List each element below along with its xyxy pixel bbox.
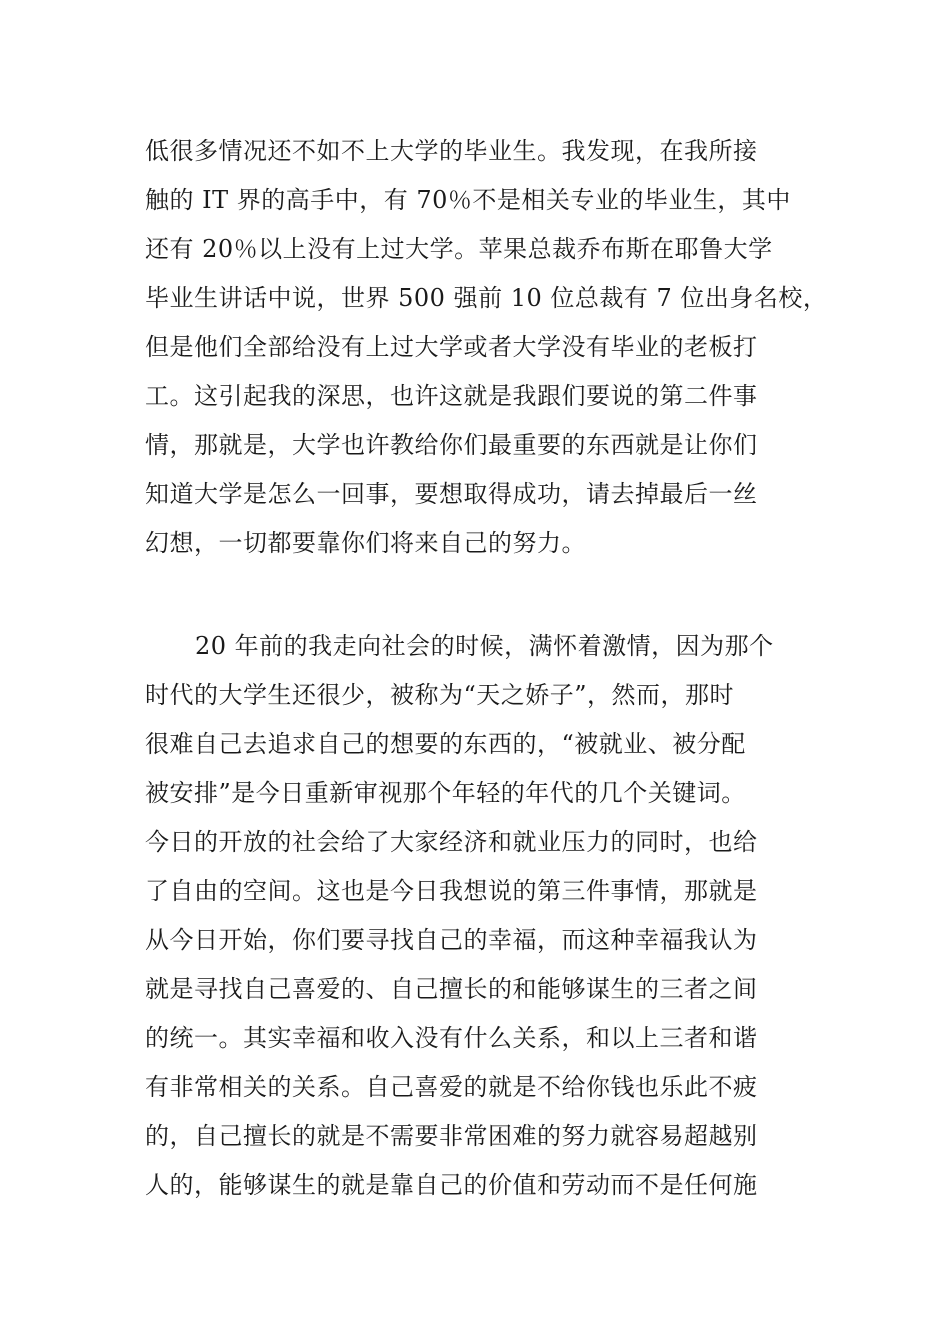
paragraph-line: 幻想，一切都要靠你们将来自己的努力。 (145, 529, 586, 557)
paragraph-line: 从今日开始，你们要寻找自己的幸福，而这种幸福我认为 (145, 926, 758, 954)
paragraph-line: 还有 20％以上没有上过大学。苹果总裁乔布斯在耶鲁大学 (145, 235, 773, 263)
paragraph-line: 了自由的空间。这也是今日我想说的第三件事情，那就是 (145, 877, 758, 905)
paragraph-2 (145, 622, 810, 1210)
paragraph-line: 但是他们全部给没有上过大学或者大学没有毕业的老板打 (145, 333, 758, 361)
paragraph-line: 今日的开放的社会给了大家经济和就业压力的同时，也给 (145, 828, 758, 856)
paragraph-line: 工。这引起我的深思，也许这就是我跟们要说的第二件事 (145, 382, 758, 410)
paragraph-line: 低很多情况还不如不上大学的毕业生。我发现，在我所接 (145, 137, 758, 165)
paragraph-line: 情，那就是，大学也许教给你们最重要的东西就是让你们 (145, 431, 758, 459)
paragraph-line: 知道大学是怎么一回事，要想取得成功，请去掉最后一丝 (145, 480, 758, 508)
paragraph-line: 的统一。其实幸福和收入没有什么关系，和以上三者和谐 (145, 1024, 758, 1052)
paragraph-line: 被安排”是今日重新审视那个年轻的年代的几个关键词。 (145, 779, 746, 807)
paragraph-line: 的，自己擅长的就是不需要非常困难的努力就容易超越别 (145, 1122, 758, 1150)
paragraph-line: 时代的大学生还很少，被称为“天之娇子”，然而，那时 (145, 681, 735, 709)
paragraph-line: 就是寻找自己喜爱的、自己擅长的和能够谋生的三者之间 (145, 975, 758, 1003)
paragraph-line: 很难自己去追求自己的想要的东西的，“被就业、被分配 (145, 730, 746, 758)
paragraph-line: 20 年前的我走向社会的时候，满怀着激情，因为那个 (195, 632, 774, 660)
paragraph-line: 有非常相关的关系。自己喜爱的就是不给你钱也乐此不疲 (145, 1073, 758, 1101)
paragraph-line: 人的，能够谋生的就是靠自己的价值和劳动而不是任何施 (145, 1171, 758, 1199)
paragraph-line: 触的 IT 界的高手中，有 70％不是相关专业的毕业生，其中 (145, 186, 791, 214)
paragraph-1 (145, 127, 828, 568)
paragraph-line: 毕业生讲话中说，世界 500 强前 10 位总裁有 7 位出身名校， (145, 284, 828, 312)
